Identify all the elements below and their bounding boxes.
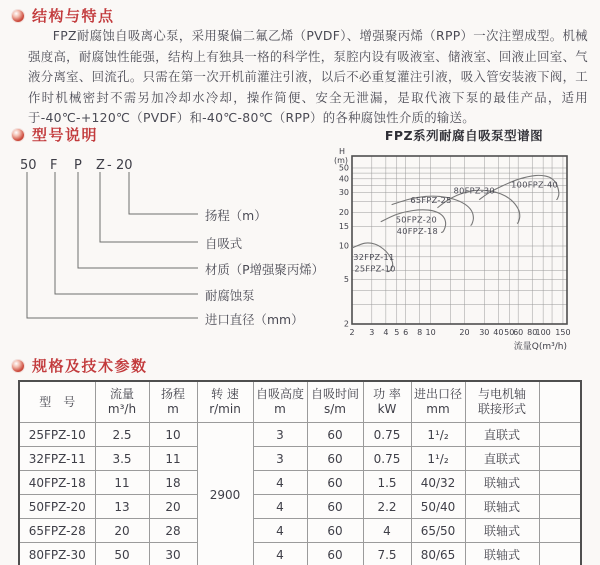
table-cell: 直联式 (465, 447, 539, 471)
x-tick-label: 6 (403, 328, 409, 337)
x-tick-label: 40 (493, 328, 504, 337)
table-cell: 1.5 (363, 471, 411, 495)
table-cell: 18 (149, 471, 197, 495)
y-tick-label: 30 (338, 188, 349, 198)
table-cell: 11 (95, 471, 149, 495)
table-cell: 60 (307, 495, 363, 519)
table-cell: 50/40 (411, 495, 465, 519)
table-cell: 3 (253, 447, 307, 471)
table-cell: 65FPZ-28 (19, 519, 95, 543)
features-section-title: 结构与特点 (32, 7, 115, 25)
table-cell: 0.75 (363, 423, 411, 447)
table-cell: 1¹/₂ (411, 447, 465, 471)
table-header-cell: 自吸高度 m (253, 381, 307, 423)
callout-label: 耐腐蚀泵 (205, 288, 255, 303)
table-cell: 10 (149, 423, 197, 447)
x-tick-label: 3 (369, 328, 375, 337)
x-tick-label: 30 (479, 328, 490, 337)
table-cell: 28 (149, 519, 197, 543)
table-cell: 4 (253, 543, 307, 565)
table-header-cell: 功 率 kW (363, 381, 411, 423)
model-section-title: 型号说明 (32, 126, 99, 144)
curve-label: 100FPZ-40 (511, 179, 558, 190)
table-cell: 直联式 (465, 423, 539, 447)
callout-label: 自吸式 (205, 236, 243, 251)
model-code-part: F (50, 158, 58, 173)
x-tick-label: 100 (535, 328, 551, 337)
curve-label: 80FPZ-30 (453, 185, 495, 196)
callout-line (78, 172, 198, 268)
x-tick-label: 4 (383, 328, 389, 337)
table-cell: 联轴式 (465, 519, 539, 543)
table-cell (539, 519, 581, 543)
specs-section-header (12, 355, 148, 376)
curve-label: 65FPZ-25 (410, 194, 452, 205)
specs-table (18, 380, 582, 565)
y-tick-label: 10 (338, 241, 349, 251)
table-cell (539, 495, 581, 519)
table-cell (539, 471, 581, 495)
chart-title: FPZ系列耐腐自吸泵型谱图 (384, 128, 544, 143)
callout-line (129, 172, 198, 214)
table-cell: 7.5 (363, 543, 411, 565)
table-cell: 60 (307, 519, 363, 543)
callout-line (27, 172, 198, 318)
table-cell: 2.5 (95, 423, 149, 447)
table-cell: 20 (95, 519, 149, 543)
table-row (19, 471, 581, 495)
x-tick-label: 10 (425, 328, 436, 337)
section-bullet-icon (12, 10, 24, 22)
x-tick-label: 5 (394, 328, 400, 337)
y-tick-label: 5 (343, 275, 349, 285)
table-cell: 30 (149, 543, 197, 565)
table-header-cell: 自吸时间 s/m (307, 381, 363, 423)
y-axis-title: H (339, 147, 346, 156)
specs-section-title: 规格及技术参数 (32, 357, 148, 375)
curve-label: 25FPZ-10 (354, 263, 396, 274)
callout-line (55, 172, 198, 294)
curve-label: 50FPZ-20 (395, 214, 438, 225)
table-cell: 联轴式 (465, 471, 539, 495)
table-cell: 2.2 (363, 495, 411, 519)
table-cell: 60 (307, 447, 363, 471)
model-code-part: 20 (116, 158, 133, 173)
table-cell: 60 (307, 471, 363, 495)
table-header-cell: 进出口径 mm (411, 381, 465, 423)
x-tick-label: 60 (513, 328, 524, 337)
table-cell: 40FPZ-18 (19, 471, 95, 495)
table-cell: 13 (95, 495, 149, 519)
x-axis-title: 流量Q(m³/h) (513, 342, 567, 352)
table-cell: 32FPZ-11 (19, 447, 95, 471)
x-tick-label: 8 (417, 328, 423, 337)
table-cell: 3 (253, 423, 307, 447)
table-cell: 25FPZ-10 (19, 423, 95, 447)
callout-label: 扬程（m） (205, 208, 267, 223)
table-cell: 80FPZ-30 (19, 543, 95, 565)
table-cell (539, 423, 581, 447)
table-header-cell: 转 速 r/min (197, 381, 253, 423)
model-code-part: 50 (20, 158, 37, 173)
table-cell: 联轴式 (465, 543, 539, 565)
features-paragraph: FPZ耐腐蚀自吸离心泵，采用聚偏二氟乙烯（PVDF）、增强聚丙烯（RPP）一次注塑成型。机械强度高，耐腐蚀性能强，结构上有独具一格的科学性，泵腔内设有吸液室、储液室、回液止回室、气液分离室、回流孔。只需在第一次开机前灌注引液，以后不必重复灌注引液，吸入管安装液下阀，工作时机械密封不需另加冷却水冷却，操作简便、安全无泄漏，是取代液下泵的最佳产品，适用于-40℃-+120℃（PVDF）和-40℃-80℃（RPP）的各种腐蚀性介质的输送。 (28, 28, 588, 126)
table-cell: 4 (363, 519, 411, 543)
table-cell: 1¹/₂ (411, 423, 465, 447)
table-header-cell: 扬程 m (149, 381, 197, 423)
table-header-cell: 流量 m³/h (95, 381, 149, 423)
y-tick-label: 40 (338, 174, 349, 184)
table-cell: 4 (253, 519, 307, 543)
table-cell: 40/32 (411, 471, 465, 495)
y-tick-label: 2 (343, 319, 349, 329)
model-code-part: - (107, 158, 112, 173)
model-code-part: P (74, 158, 82, 173)
table-cell: 50FPZ-20 (19, 495, 95, 519)
table-cell-speed-merged: 2900 (197, 423, 253, 565)
y-tick-label: 20 (338, 207, 349, 217)
table-header-cell: 与电机轴 联接形式 (465, 381, 539, 423)
model-section-header (12, 124, 98, 145)
table-header-cell: 型 号 (19, 381, 95, 423)
x-tick-label: 2 (349, 328, 355, 337)
model-code-part: Z (96, 158, 105, 173)
table-cell: 4 (253, 471, 307, 495)
x-tick-label: 80 (527, 328, 538, 337)
callout-label: 材质（P增强聚丙烯） (205, 262, 324, 277)
table-cell: 11 (149, 447, 197, 471)
table-cell (539, 543, 581, 565)
x-tick-label: 150 (555, 328, 571, 337)
section-bullet-icon (12, 360, 24, 372)
table-cell: 60 (307, 543, 363, 565)
callout-label: 进口直径（mm） (205, 312, 304, 327)
table-cell (539, 447, 581, 471)
y-axis-title: (m) (334, 156, 349, 165)
y-tick-label: 15 (338, 221, 349, 231)
section-bullet-icon (12, 129, 24, 141)
table-header-cell (539, 381, 581, 423)
table-row (19, 447, 581, 471)
table-cell: 4 (253, 495, 307, 519)
table-cell: 65/50 (411, 519, 465, 543)
table-cell: 60 (307, 423, 363, 447)
chart-plot (332, 146, 596, 358)
curve-label: 40FPZ-18 (396, 226, 439, 237)
x-tick-label: 20 (459, 328, 470, 337)
table-row (19, 495, 581, 519)
y-tick-label: 50 (338, 163, 349, 173)
table-row (19, 519, 581, 543)
features-section-header (12, 5, 115, 26)
callout-line (100, 172, 198, 242)
table-cell: 0.75 (363, 447, 411, 471)
pump-family-chart (332, 126, 596, 362)
table-row (19, 543, 581, 565)
table-cell: 20 (149, 495, 197, 519)
table-cell: 80/65 (411, 543, 465, 565)
table-cell: 3.5 (95, 447, 149, 471)
x-tick-label: 50 (504, 328, 515, 337)
table-cell: 联轴式 (465, 495, 539, 519)
table-row (19, 423, 581, 447)
curve-label: 32FPZ-11 (353, 251, 395, 262)
table-cell: 50 (95, 543, 149, 565)
